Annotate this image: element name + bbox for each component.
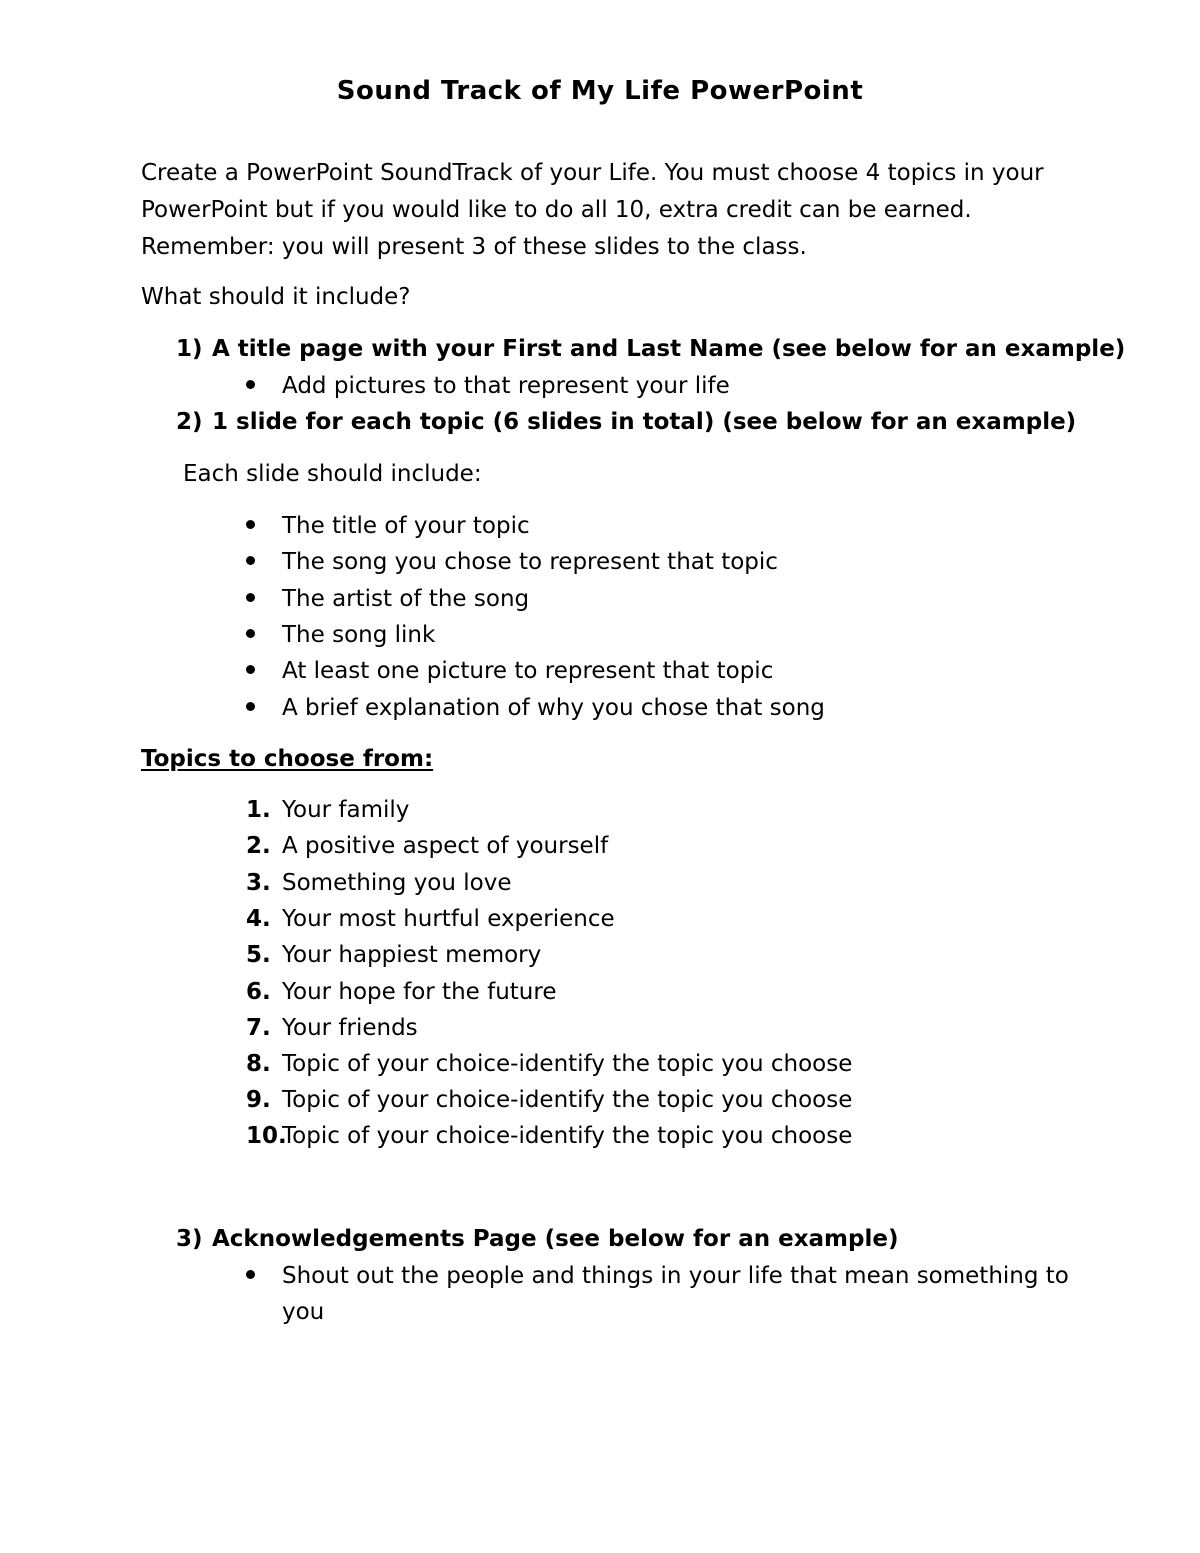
topic-number: 7.	[246, 1015, 271, 1041]
section-1-heading: A title page with your First and Last Name (see below for an example)	[212, 336, 1126, 362]
section-1-number: 1)	[176, 336, 203, 362]
topic-number: 5.	[246, 942, 271, 968]
intro-line-3: Remember: you will present 3 of these slides to the class.	[141, 234, 807, 260]
topic-item: A positive aspect of yourself	[282, 833, 609, 859]
bullet-icon	[246, 702, 255, 711]
topic-number: 2.	[246, 833, 271, 859]
bullet-icon	[246, 380, 255, 389]
section-3-bullet-line-1: Shout out the people and things in your life that mean something to	[282, 1263, 1069, 1289]
topic-number: 6.	[246, 979, 271, 1005]
topic-number: 1.	[246, 797, 271, 823]
topic-item: Topic of your choice-identify the topic you choose	[282, 1051, 853, 1077]
question-text: What should it include?	[141, 284, 411, 310]
topic-item: Your family	[282, 797, 410, 823]
section-2-bullet-6: A brief explanation of why you chose that song	[282, 695, 825, 721]
section-3-bullet-line-2: you	[282, 1299, 325, 1325]
topic-item: Topic of your choice-identify the topic you choose	[282, 1087, 853, 1113]
topics-heading: Topics to choose from:	[141, 746, 434, 772]
bullet-icon	[246, 556, 255, 565]
topic-item: Something you love	[282, 870, 512, 896]
topic-number: 4.	[246, 906, 271, 932]
section-3-heading: Acknowledgements Page (see below for an example)	[212, 1226, 899, 1252]
topic-item: Your most hurtful experience	[282, 906, 615, 932]
topic-item: Your hope for the future	[282, 979, 557, 1005]
section-2-bullet-5: At least one picture to represent that topic	[282, 658, 774, 684]
section-2-subheading: Each slide should include:	[183, 461, 482, 487]
section-3-number: 3)	[176, 1226, 203, 1252]
topic-item: Your friends	[282, 1015, 418, 1041]
section-1-bullet-1: Add pictures to that represent your life	[282, 373, 730, 399]
section-2-number: 2)	[176, 409, 203, 435]
intro-line-1: Create a PowerPoint SoundTrack of your Life. You must choose 4 topics in your	[141, 160, 1044, 186]
topic-number: 8.	[246, 1051, 271, 1077]
topic-number: 9.	[246, 1087, 271, 1113]
section-2-bullet-1: The title of your topic	[282, 513, 530, 539]
intro-line-2: PowerPoint but if you would like to do all 10, extra credit can be earned.	[141, 197, 972, 223]
section-2-bullet-3: The artist of the song	[282, 586, 530, 612]
bullet-icon	[246, 629, 255, 638]
topic-item: Your happiest memory	[282, 942, 542, 968]
bullet-icon	[246, 665, 255, 674]
document-title: Sound Track of My Life PowerPoint	[336, 76, 864, 106]
section-2-bullet-2: The song you chose to represent that topic	[282, 549, 778, 575]
bullet-icon	[246, 593, 255, 602]
topic-number: 3.	[246, 870, 271, 896]
section-2-bullet-4: The song link	[282, 622, 436, 648]
bullet-icon	[246, 1270, 255, 1279]
topic-number: 10.	[246, 1123, 287, 1149]
section-2-heading: 1 slide for each topic (6 slides in total) (see below for an example)	[212, 409, 1077, 435]
bullet-icon	[246, 520, 255, 529]
topic-item: Topic of your choice-identify the topic you choose	[282, 1123, 853, 1149]
